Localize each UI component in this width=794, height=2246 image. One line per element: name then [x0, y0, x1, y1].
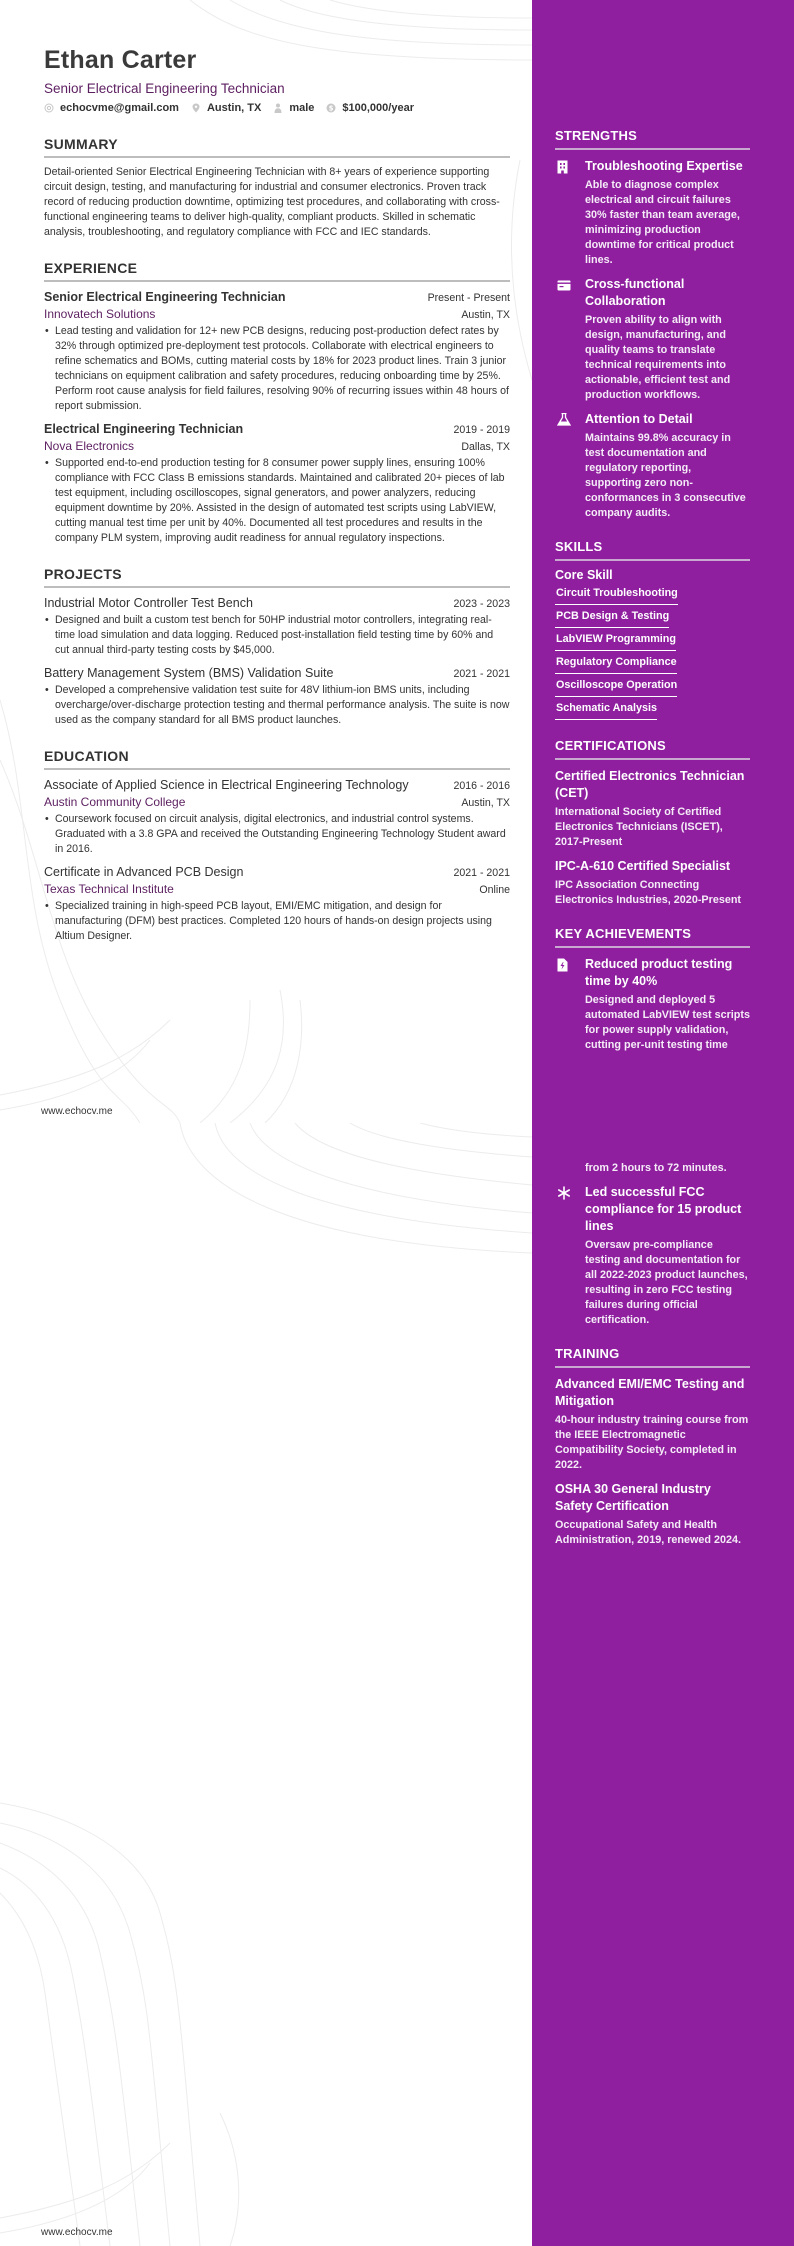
- project-title: Battery Management System (BMS) Validation Suite: [44, 666, 334, 680]
- education-entry: [44, 865, 510, 944]
- strength-description: Able to diagnose complex electrical and circuit failures 30% faster than team average, minimizing production downtime for critical product lines.: [585, 179, 740, 266]
- svg-text:$: $: [328, 104, 334, 113]
- training-title: OSHA 30 General Industry Safety Certification: [555, 1482, 711, 1513]
- achievements-section: [555, 926, 750, 1053]
- certifications-section: [555, 738, 750, 908]
- job-title: Senior Electrical Engineering Technician: [44, 290, 286, 304]
- certification-title: Certified Electronics Technician (CET): [555, 769, 745, 800]
- job-title: Electrical Engineering Technician: [44, 422, 244, 436]
- school-name: Austin Community College: [44, 795, 186, 809]
- achievement-description: Designed and deployed 5 automated LabVIEW test scripts for power supply validation, cutting per-unit testing time: [585, 994, 750, 1051]
- job-dates: 2019 - 2019: [453, 424, 510, 436]
- contact-gender: [273, 102, 314, 114]
- summary-text: Detail-oriented Senior Electrical Engineering Technician with 8+ years of experience supporting circuit design, testing, and manufacturing for industrial and consumer electronics. Proven track record of reducing production downtime, optimizing test procedures, and collaborating with cross-functional engineering teams to deliver high-quality, compliant products. Skilled in schematic analysis, troubleshooting, and regulatory compliance with FCC and IEC standards.: [44, 166, 500, 238]
- skills-section: [555, 539, 750, 720]
- achievement-item: [555, 956, 750, 1053]
- school-location: Austin, TX: [461, 797, 510, 809]
- job-bullets: [44, 456, 510, 546]
- skill-tag: Oscilloscope Operation: [555, 674, 677, 697]
- certification-issuer: International Society of Certified Electronics Technicians (ISCET), 2017-Present: [555, 806, 723, 848]
- experience-entry: [44, 290, 510, 414]
- strength-item: [555, 411, 750, 521]
- building-icon: [557, 158, 571, 268]
- footer-url[interactable]: www.echocv.me: [41, 2227, 113, 2238]
- at-icon: [44, 103, 54, 113]
- skill-tag: Circuit Troubleshooting: [555, 582, 678, 605]
- bullet-item: • Developed a comprehensive validation test suite for 48V lithium-ion BMS units, including overcharge/over-discharge protection testing and thermal performance analysis. The suite is now used as the company standard for all BMS product launches.: [44, 683, 510, 728]
- card-icon: [557, 276, 571, 403]
- summary-heading: SUMMARY: [44, 136, 510, 158]
- location-value: Austin, TX: [206, 102, 262, 114]
- bullet-item: • Designed and built a custom test bench for 50HP industrial motor controllers, integrating real-time load simulation and data logging. Reduced post-installation field testing time by 60% and cut annual third-party testing costs by $45,000.: [44, 613, 510, 658]
- company-name: Nova Electronics: [44, 439, 135, 453]
- strength-item: [555, 158, 750, 268]
- education-heading: EDUCATION: [44, 748, 510, 770]
- degree-title: Certificate in Advanced PCB Design: [44, 865, 244, 879]
- school-name: Texas Technical Institute: [44, 882, 174, 896]
- achievement-title: Led successful FCC compliance for 15 product lines: [585, 1185, 742, 1233]
- skill-tag: Schematic Analysis: [555, 697, 657, 720]
- projects-heading: PROJECTS: [44, 566, 510, 588]
- strength-title: Attention to Detail: [585, 412, 693, 426]
- flask-icon: [557, 411, 571, 521]
- training-description: Occupational Safety and Health Administration, 2019, renewed 2024.: [555, 1519, 742, 1546]
- decorative-contour-lines: [0, 1123, 532, 2246]
- project-dates: 2021 - 2021: [453, 668, 510, 680]
- school-location: Online: [479, 884, 510, 896]
- training-heading: TRAINING: [555, 1346, 750, 1368]
- achievement-description-continued: from 2 hours to 72 minutes.: [585, 1162, 727, 1174]
- job-location: Austin, TX: [461, 309, 510, 321]
- bullet-item: • Supported end-to-end production testing for 8 consumer power supply lines, ensuring 100% compliance with FCC Class B emissions standards. Maintained and calibrated 20+ pieces of lab test equipment, including oscilloscopes, signal generators, and power analyzers, reducing equipment downtime by 20%. Assisted in the design of automated test scripts using LabVIEW, cutting manual test time per unit by 40%. Documented all test procedures and results in the company PLM system, improving audit readiness for annual regulatory inspections.: [44, 456, 510, 546]
- training-description: 40-hour industry training course from the IEEE Electromagnetic Compatibility Society, completed in 2022.: [555, 1414, 749, 1471]
- experience-heading: EXPERIENCE: [44, 260, 510, 282]
- training-title: Advanced EMI/EMC Testing and Mitigation: [555, 1377, 745, 1408]
- certification-item: [555, 858, 750, 908]
- training-item: [555, 1376, 750, 1473]
- footer-url[interactable]: www.echocv.me: [41, 1106, 113, 1117]
- salary-value: $100,000/year: [342, 102, 414, 114]
- project-dates: 2023 - 2023: [453, 598, 510, 610]
- resume-page-2: [0, 1123, 794, 2246]
- bullet-item: • Lead testing and validation for 12+ new PCB designs, reducing post-production defect rates by 32% through optimized pre-deployment test protocols. Collaborate with electrical engineers to refine schematics and BOMs, cutting material costs by 18% for 2023 product lines. Train 3 junior technicians on equipment calibration and safety procedures, reducing onboarding time by 25%. Perform root cause analysis for field failures, resolving 90% of recurring issues within 48 hours of report submission.: [44, 324, 510, 414]
- certification-item: [555, 768, 750, 850]
- certification-title: IPC-A-610 Certified Specialist: [555, 859, 731, 873]
- strength-description: Maintains 99.8% accuracy in test documentation and regulatory reporting, supporting zero non-conformances in 3 consecutive company audits.: [585, 432, 746, 519]
- education-entry: [44, 778, 510, 857]
- project-bullets: [44, 683, 510, 728]
- contact-salary: [326, 102, 414, 114]
- contact-email[interactable]: [44, 102, 179, 114]
- strength-title: Troubleshooting Expertise: [585, 159, 743, 173]
- education-dates: 2016 - 2016: [453, 780, 510, 792]
- education-dates: 2021 - 2021: [453, 867, 510, 879]
- achievement-title: Reduced product testing time by 40%: [585, 957, 733, 988]
- project-entry: [44, 666, 510, 728]
- sidebar: [555, 128, 750, 1071]
- dollar-icon: [326, 103, 336, 113]
- strengths-section: [555, 128, 750, 521]
- strength-title: Cross-functional Collaboration: [585, 277, 685, 308]
- person-icon: [273, 103, 283, 113]
- candidate-title: Senior Electrical Engineering Technician: [44, 81, 285, 96]
- certifications-heading: CERTIFICATIONS: [555, 738, 750, 760]
- project-bullets: [44, 613, 510, 658]
- sparkle-icon: [557, 1184, 571, 1328]
- gender-value: male: [289, 102, 315, 114]
- skills-heading: SKILLS: [555, 539, 750, 561]
- job-location: Dallas, TX: [461, 441, 510, 453]
- company-name: Innovatech Solutions: [44, 307, 156, 321]
- achievement-item-continued: [555, 1161, 750, 1176]
- bullet-item: • Specialized training in high-speed PCB layout, EMI/EMC mitigation, and design for manufacturing (DFM) best practices. Completed 120 hours of hands-on design projects using Altium Designer.: [44, 899, 510, 944]
- degree-title: Associate of Applied Science in Electrical Engineering Technology: [44, 778, 409, 792]
- training-item: [555, 1481, 750, 1548]
- achievements-heading: KEY ACHIEVEMENTS: [555, 926, 750, 948]
- skill-tag: Regulatory Compliance: [555, 651, 677, 674]
- document-bolt-icon: [557, 956, 571, 1053]
- bullet-item: • Coursework focused on circuit analysis, digital electronics, and industrial control systems. Graduated with a 3.8 GPA and received the Outstanding Engineering Technology Student award in 2016.: [44, 812, 510, 857]
- achievement-item: [555, 1184, 750, 1328]
- project-title: Industrial Motor Controller Test Bench: [44, 596, 253, 610]
- sidebar-continued: [555, 1161, 750, 1566]
- candidate-name: Ethan Carter: [44, 46, 197, 74]
- certification-issuer: IPC Association Connecting Electronics Industries, 2020-Present: [555, 879, 742, 906]
- contact-location: [191, 102, 261, 114]
- contact-row: [44, 102, 510, 114]
- skill-group-label: Core Skill: [555, 568, 613, 582]
- main-column: [44, 46, 510, 944]
- email-value: echocvme@gmail.com: [60, 102, 179, 114]
- experience-entry: [44, 422, 510, 546]
- strength-description: Proven ability to align with design, manufacturing, and quality teams to translate technical requirements into actionable, efficient test and production workflows.: [585, 314, 731, 401]
- job-bullets: [44, 324, 510, 414]
- skill-tag: LabVIEW Programming: [555, 628, 676, 651]
- skill-tag: PCB Design & Testing: [555, 605, 669, 628]
- location-pin-icon: [191, 103, 201, 113]
- project-entry: [44, 596, 510, 658]
- training-section: [555, 1346, 750, 1548]
- job-dates: Present - Present: [427, 292, 510, 304]
- strengths-heading: STRENGTHS: [555, 128, 750, 150]
- achievement-description: Oversaw pre-compliance testing and documentation for all 2022-2023 product launches, resulting in zero FCC testing failures during official certification.: [585, 1239, 748, 1326]
- strength-item: [555, 276, 750, 403]
- education-bullets: [44, 812, 510, 857]
- education-bullets: [44, 899, 510, 944]
